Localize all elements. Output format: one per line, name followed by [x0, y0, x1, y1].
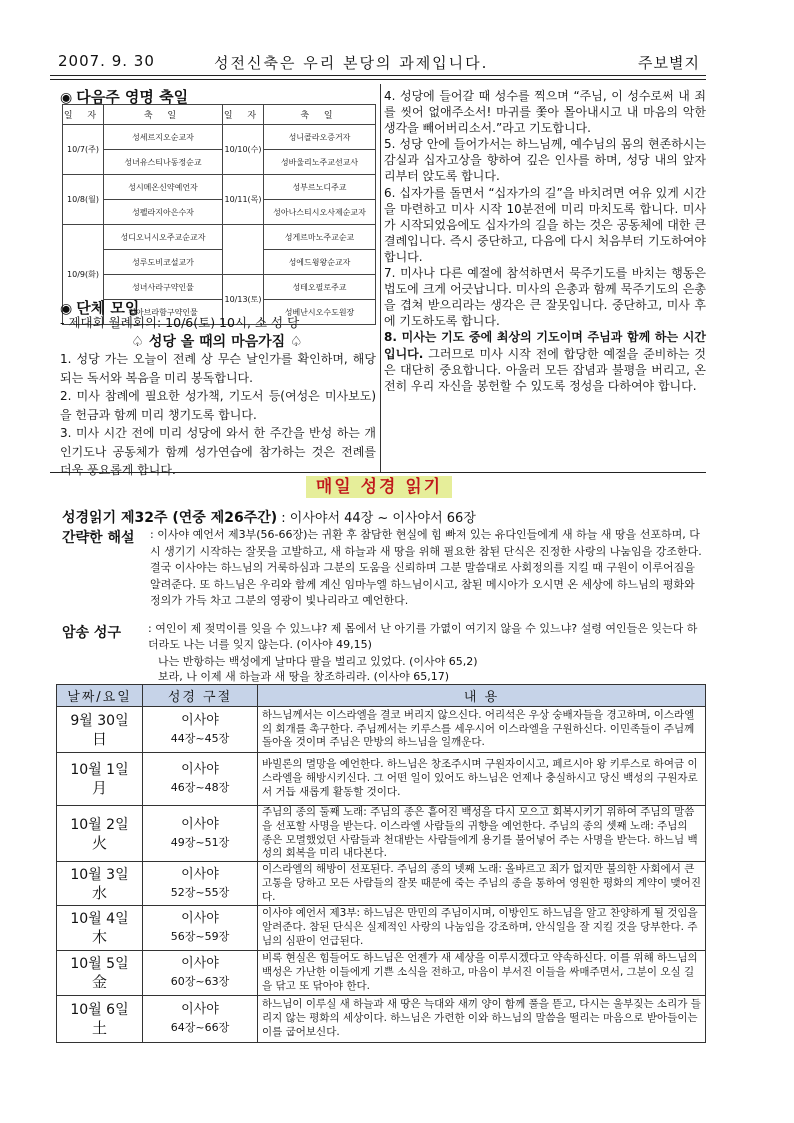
row-day — [57, 951, 143, 996]
row-weekday: 木 — [91, 928, 107, 947]
feast-name: 성세르지오순교자 — [104, 125, 223, 150]
row-weekday: 土 — [91, 1019, 107, 1038]
row-date: 10월 4일 — [70, 911, 129, 928]
row-date: 9월 30일 — [70, 712, 129, 729]
feast-date: 10/9(화) — [63, 225, 104, 325]
feast-date: 10/10(수) — [223, 125, 264, 175]
mind-item: 7. 미사나 다른 예절에 참석하면서 묵주기도를 바치는 행동은 법도에 크게 어긋납니다. 미사의 은총과 함께 묵주기도의 은총을 겹쳐 받으리라는 생각은 큰 잘못입니다. 중단하고, 미사 후에 기도하도록 합니다. — [384, 266, 706, 329]
feast-date: 10/7(주) — [63, 125, 104, 175]
brief-text: : 이사야 예언서 제3부(56-66장)는 귀환 후 참담한 현실에 힘 빠져 있는 유다인들에게 새 하늘 새 땅을 선포하며, 다시 생기기 시작하는 잘못을 고발하고, 새 하늘과 새 땅을 위해 필요한 참된 단식은 진정한 사랑의 나눔임을 강조한다. 결국 이사야는 하느님의 거룩하심과 그분의 도움을 신뢰하며 그분 말씀대로 사회정의를 지킬 때 구원이 이루어짐을 알려준다. 또 하느님은 우리와 함께 계신 임마누엘 하느님이시고, 참된 메시아가 오시면 온 세상에 하느님의 평화와 정의가 가득 차고 그분의 영광이 빛나리라고 예언한다. — [150, 528, 702, 607]
feast-name: 성테오필로주교 — [264, 275, 376, 300]
mind-right-column — [384, 88, 706, 394]
feast-name: 성아나스티시오사제순교자 — [264, 200, 376, 225]
section-rule — [50, 472, 706, 473]
table-row — [57, 753, 706, 806]
feast-name: 성루도비코설교가 — [104, 250, 223, 275]
feast-name: 성녀사라구약인물 — [104, 275, 223, 300]
reading-line — [62, 507, 476, 527]
table-row — [57, 862, 706, 906]
feast-heading-text: 다음주 영명 축일 — [76, 88, 189, 106]
row-weekday: 金 — [91, 973, 107, 992]
feast-date: 10/8(월) — [63, 175, 104, 225]
feast-name: 성펠라지아은수자 — [104, 200, 223, 225]
brief-label: 간략한 해설 — [62, 530, 135, 546]
memory-verse: 나는 반항하는 백성에게 날마다 팔을 벌리고 있었다. (이사야 65,2) — [158, 655, 478, 668]
header-date: 2007. 9. 30 — [58, 52, 155, 70]
row-chapters: 52장~55장 — [170, 885, 230, 899]
table-row — [57, 951, 706, 996]
header-rule — [50, 75, 706, 76]
row-verse — [143, 862, 258, 906]
reading-label: 성경읽기 제32주 (연중 제26주간) — [62, 510, 278, 526]
bible-banner — [306, 476, 452, 498]
row-chapters: 46장~48장 — [170, 781, 230, 794]
group-heading-text: 단체 모임 — [76, 299, 140, 317]
row-verse — [143, 753, 258, 806]
row-content: 하느님께서는 이스라엘을 결코 버리지 않으신다. 어리석은 우상 숭배자들을 경고하며, 이스라엘의 회개를 촉구한다. 주님께서는 키루스를 세우시어 이스라엘을 구원하신다. 이민족들이 주님께 돌아올 것이며 주님은 만방의 하느님을 일깨운다. — [258, 707, 706, 753]
feast-date-blank — [223, 225, 264, 275]
feast-col-feast: 축 일 — [104, 105, 223, 125]
feast-name: 성녀유스티나동정순교 — [104, 150, 223, 175]
mind-title: ♤ 성당 올 때의 마음가짐 ♤ — [131, 334, 303, 350]
memory-label: 암송 성구 — [62, 625, 121, 641]
row-verse — [143, 906, 258, 951]
feast-col-date: 일 자 — [63, 105, 104, 125]
feast-name: 성니콜라오증거자 — [264, 125, 376, 150]
row-day — [57, 753, 143, 806]
feast-col-feast-2: 축 일 — [264, 105, 376, 125]
bullet-icon: ◉ — [60, 90, 73, 106]
table-row — [57, 906, 706, 951]
row-content: 주님의 종의 둘째 노래: 주님의 종은 흩어진 백성을 다시 모으고 회복시키기 위하여 주님의 말씀을 선포할 사명을 받는다. 이스라엘 사람들의 귀향을 예언한다. 주님의 종의 셋째 노래: 주님의 종은 모멸했었던 사람들과 천대받는 사람들에게 용기를 불어넣어 주는 사명을 받는다. 하느님 백성의 회복을 미리 내다본다. — [258, 806, 706, 862]
daily-reading-table — [56, 684, 706, 1043]
row-book: 이사야 — [181, 956, 219, 972]
feast-name: 성바울리노주교선교사 — [264, 150, 376, 175]
header-rule-2 — [50, 79, 706, 80]
row-weekday: 水 — [91, 883, 107, 902]
row-book: 이사야 — [181, 1002, 219, 1018]
row-day — [57, 862, 143, 906]
row-chapters: 60장~63장 — [170, 975, 230, 989]
row-weekday: 月 — [91, 779, 107, 797]
row-date: 10월 3일 — [70, 866, 129, 883]
row-book: 이사야 — [181, 762, 219, 777]
memory-verse: : 여인이 제 젖먹이를 잊을 수 있느냐? 제 몸에서 난 아기를 가엾이 여기지 않을 수 있느냐? 설령 여인들은 잊는다 하더라도 나는 너를 잊지 않는다. (이사야 49,15) — [148, 622, 698, 651]
mind-item-8-bold: 8. 미사는 기도 중에 최상의 기도이며 주님과 함께 하는 시간입니다. — [384, 330, 706, 361]
table-row — [57, 996, 706, 1043]
col-date: 날짜/요일 — [57, 685, 143, 707]
memory-verse: 보라, 나 이제 새 하늘과 새 땅을 창조하리라. (이사야 65,17) — [158, 670, 450, 683]
col-content: 내 용 — [258, 685, 706, 707]
table-row — [57, 806, 706, 862]
table-row — [57, 707, 706, 753]
row-day — [57, 996, 143, 1043]
row-date: 10월 2일 — [70, 816, 129, 833]
feast-name: 성디오니시오주교순교자 — [104, 225, 223, 250]
page-header — [50, 48, 706, 74]
mind-item: 2. 미사 참례에 필요한 성가책, 기도서 등(여성은 미사보도)을 헌금과 함께 미리 챙기도록 합니다. — [60, 389, 376, 422]
feast-name: 성시메온신약예언자 — [104, 175, 223, 200]
row-weekday: 日 — [91, 729, 107, 748]
feast-col-date-2: 일 자 — [223, 105, 264, 125]
mind-item: 5. 성당 안에 들어가서는 하느님께, 예수님의 몸의 현존하시는 감실과 십자고상을 향하여 깊은 인사를 하며, 성당 내의 앞자리부터 앉도록 합니다. — [384, 137, 706, 184]
mind-item: 1. 성당 가는 오늘이 전례 상 무슨 날인가를 확인하며, 해당되는 독서와 복음을 미리 봉독합니다. — [60, 352, 376, 385]
row-date: 10월 1일 — [70, 762, 129, 778]
row-book: 이사야 — [181, 866, 219, 882]
row-chapters: 64장~66장 — [170, 1021, 230, 1035]
row-weekday: 火 — [91, 833, 107, 852]
mind-item-8-rest: 그러므로 미사 시작 전에 합당한 예절을 준비하는 것은 대단히 중요합니다. 아울러 모든 잡념과 불평을 버리고, 온전히 우리 자신을 봉헌할 수 있도록 정성을 다하여야 합니다. — [384, 346, 706, 393]
row-book: 이사야 — [181, 816, 219, 832]
row-content: 이스라엘의 해방이 선포된다. 주님의 종의 넷째 노래: 올바르고 죄가 없지만 불의한 사회에서 큰 고통을 당하고 모든 사람들의 잘못 때문에 죽는 주님의 종을 통하여 영원한 평화의 계약이 맺어진다. — [258, 862, 706, 906]
header-name: 주보별지 — [638, 54, 700, 72]
row-chapters: 44장~45장 — [170, 731, 230, 745]
feast-name: 성게르마노주교순교 — [264, 225, 376, 250]
feast-date: 10/13(토) — [223, 275, 264, 325]
row-date: 10월 5일 — [70, 956, 129, 973]
row-verse — [143, 707, 258, 753]
row-chapters: 49장~51장 — [170, 835, 230, 849]
feast-name: 성부르노디주교 — [264, 175, 376, 200]
row-day — [57, 906, 143, 951]
feast-table — [62, 104, 376, 325]
row-content: 하느님이 이루실 새 하늘과 새 땅은 늑대와 새끼 양이 함께 풀을 뜯고, 다시는 울부짖는 소리가 들리지 않는 평화의 세상이다. 하느님은 가련한 이와 하느님의 말씀을 떨리는 마음으로 받아들이는 이를 굽어보신다. — [258, 996, 706, 1043]
feast-date: 10/11(목) — [223, 175, 264, 225]
row-day — [57, 806, 143, 862]
row-date: 10월 6일 — [70, 1002, 129, 1019]
group-line: - 제대회 월례회의: 10/6(토) 10시, 소 성 당 — [60, 315, 300, 330]
mind-item-8 — [384, 329, 706, 393]
row-content: 이사야 예언서 제3부: 하느님은 만민의 주님이시며, 이방인도 하느님을 알고 찬양하게 될 것임을 알려준다. 참된 단식은 실제적인 사랑의 나눔임을 강조하며, 안식일을 잘 지킬 것을 당부한다. 주님의 심판이 언급된다. — [258, 906, 706, 951]
row-content: 비록 현실은 힘들어도 하느님은 언젠가 새 세상을 이루시겠다고 약속하신다. 이를 위해 하느님의 백성은 가난한 이들에게 기쁜 소식을 전하고, 마음이 부서진 이들을 싸매주면서, 그분이 오실 길을 닦고 또 닦아야 한다. — [258, 951, 706, 996]
feast-name: 성아브라함구약인물 — [104, 300, 223, 325]
col-verse: 성경 구절 — [143, 685, 258, 707]
row-book: 이사야 — [181, 712, 219, 728]
mind-item: 6. 십자가를 돌면서 “십자가의 길”을 바치려면 여유 있게 시간을 마련하고 미사 시작 10분전에 미리 마치도록 합니다. 미사가 시작되었음에도 십자가의 길을 하는 것은 공동체에 대한 큰 결례입니다. 즉시 중단하고, 다음에 다시 처음부터 기도하여야 합니다. — [384, 185, 706, 264]
mind-item: 4. 성당에 들어갈 때 성수를 찍으며 “주님, 이 성수로써 내 죄를 씻어 없애주소서! 마귀를 쫓아 몰아내시고 내 마음의 악한 생각을 빼어버리소서.”라고 기도합니다. — [384, 89, 706, 136]
mind-items — [60, 350, 376, 480]
bullet-icon: ◉ — [60, 301, 73, 317]
row-chapters: 56장~59장 — [170, 930, 230, 944]
row-verse — [143, 996, 258, 1043]
column-divider — [380, 84, 381, 472]
row-content: 바빌론의 멸망을 예언한다. 하느님은 창조주시며 구원자이시고, 페르시아 왕 키루스로 하여금 이스라엘을 해방시키신다. 그 어떤 일이 있어도 하느님은 언제나 충실하시고 당신 백성의 구원자로서 거듭 새롭게 활동할 것이다. — [258, 753, 706, 806]
mind-item: 3. 미사 시간 전에 미리 성당에 와서 한 주간을 반성 하는 개인기도나 공동체가 함께 성가연습에 참가하는 것은 전례를 더욱 풍요롭게 합니다. — [60, 426, 376, 477]
row-verse — [143, 951, 258, 996]
reading-text: : 이사야서 44장 ~ 이사야서 66장 — [277, 511, 476, 526]
row-verse — [143, 806, 258, 862]
row-day — [57, 707, 143, 753]
row-book: 이사야 — [181, 911, 219, 927]
bible-banner-text: 매일 성경 읽기 — [315, 477, 443, 497]
header-title: 성전신축은 우리 본당의 과제입니다. — [214, 54, 489, 72]
feast-name: 성베난시오수도원장 — [264, 300, 376, 325]
feast-name: 성에드윙왕순교자 — [264, 250, 376, 275]
